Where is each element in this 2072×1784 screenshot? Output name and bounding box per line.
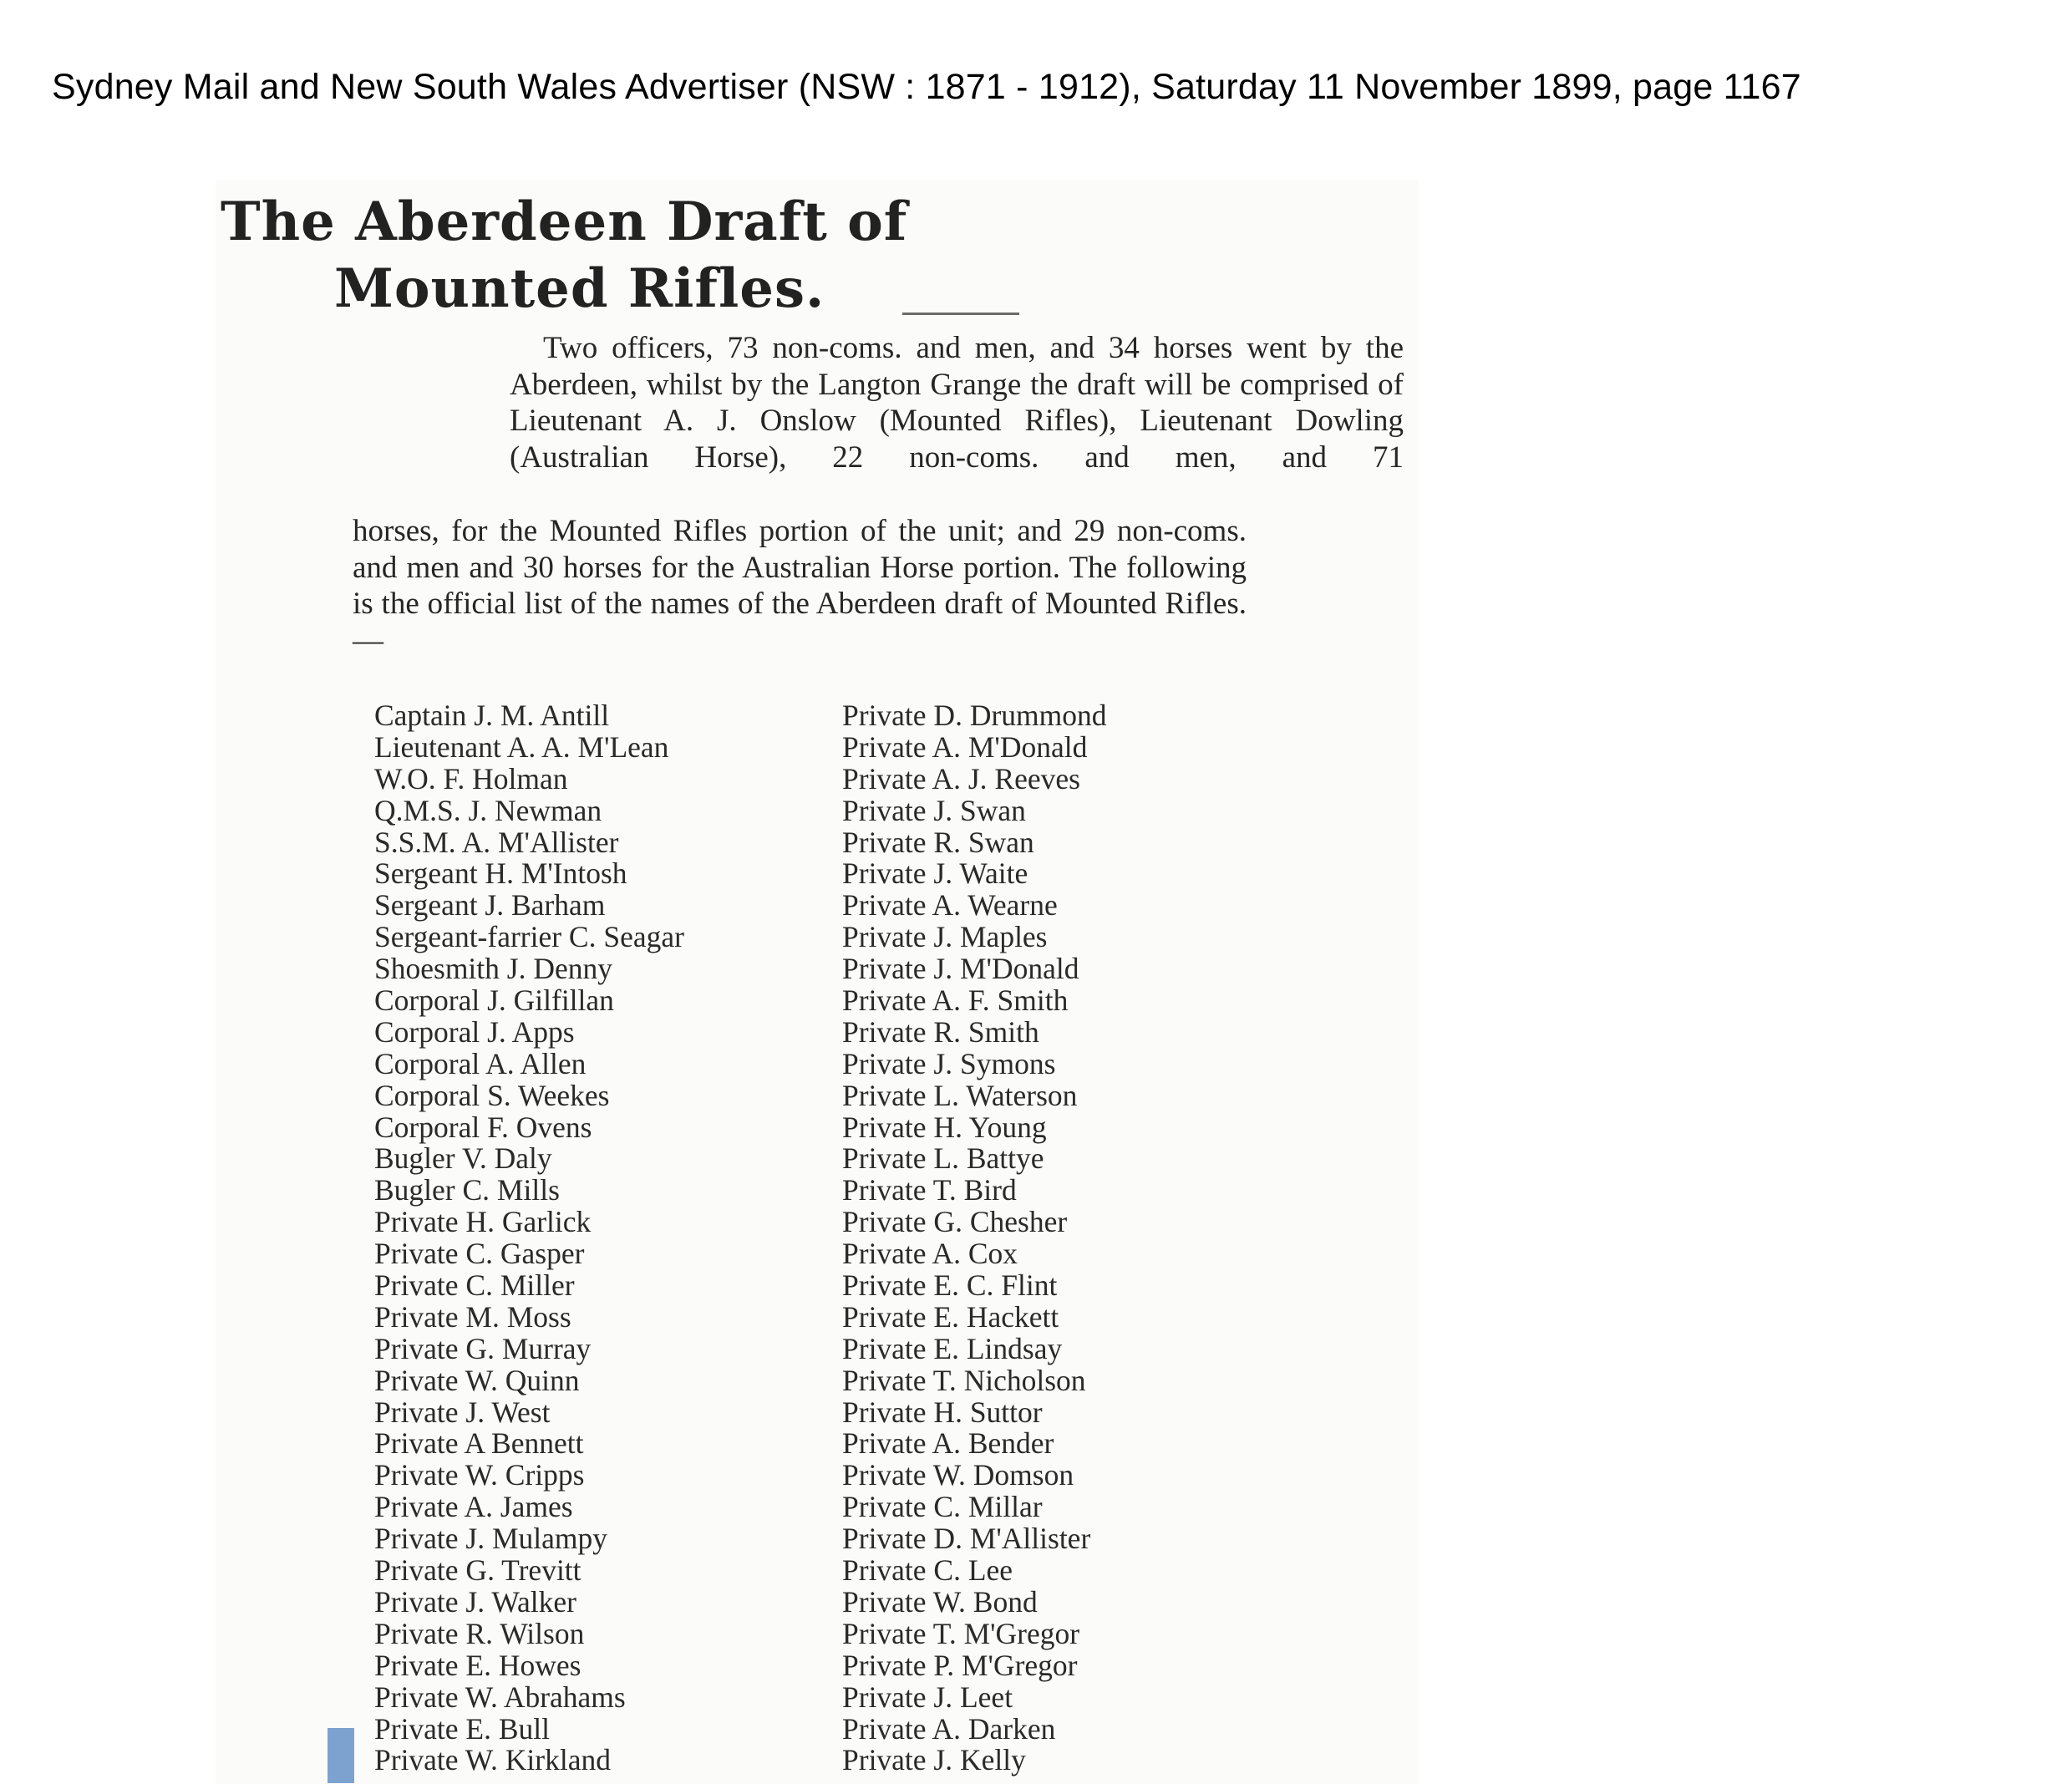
list-item: Private P. M'Gregor <box>842 1648 1078 1682</box>
list-item: Private J. Symons <box>842 1046 1056 1080</box>
list-item: Sergeant-farrier C. Seagar <box>374 920 684 954</box>
list-item: Private W. Domson <box>842 1458 1074 1492</box>
list-item: Private D. Drummond <box>842 699 1107 732</box>
list-item: Private W. Cripps <box>374 1458 585 1492</box>
list-item: Private A. Wearne <box>842 888 1058 922</box>
list-item: Private W. Abrahams <box>374 1680 626 1714</box>
list-item: Private A. James <box>374 1490 573 1524</box>
list-item: Q.M.S. J. Newman <box>374 793 602 827</box>
list-item: Private C. Millar <box>842 1490 1043 1524</box>
list-item: Private H. Garlick <box>374 1205 592 1239</box>
list-item: Private E. Howes <box>374 1648 581 1682</box>
list-item: Private C. Lee <box>842 1553 1013 1588</box>
list-item: Corporal F. Ovens <box>374 1110 592 1144</box>
list-item: Private E. Bull <box>374 1711 551 1746</box>
list-item: Private G. Murray <box>374 1331 592 1365</box>
list-item: Private M. Moss <box>374 1299 571 1334</box>
list-item: Private A. F. Smith <box>842 983 1069 1018</box>
list-item: Private H. Suttor <box>842 1395 1043 1429</box>
names-column-right <box>842 700 1107 1776</box>
list-item: S.S.M. A. M'Allister <box>374 825 619 859</box>
list-item: Private T. Bird <box>842 1173 1017 1207</box>
headline-line-1: The Aberdeen Draft of <box>221 191 908 253</box>
list-item: Private D. M'Allister <box>842 1522 1091 1556</box>
list-item: Private J. Swan <box>842 793 1026 827</box>
list-item: Private J. West <box>374 1395 551 1429</box>
list-item: Private J. Kelly <box>842 1743 1026 1777</box>
names-column-left <box>374 700 684 1776</box>
selection-marker <box>328 1728 354 1783</box>
list-item: Private C. Gasper <box>374 1237 585 1271</box>
list-item: Corporal J. Gilfillan <box>374 983 614 1018</box>
list-item: Private J. Mulampy <box>374 1522 608 1556</box>
list-item: Captain J. M. Antill <box>374 699 610 732</box>
list-item: Corporal S. Weekes <box>374 1078 610 1112</box>
list-item: Shoesmith J. Denny <box>374 952 612 986</box>
list-item: Private E. Lindsay <box>842 1331 1063 1365</box>
list-item: Private W. Bond <box>842 1584 1038 1619</box>
list-item: Private J. Leet <box>842 1680 1013 1714</box>
list-item: Corporal J. Apps <box>374 1014 575 1049</box>
article-intro <box>510 330 1404 475</box>
list-item: Private W. Quinn <box>374 1363 580 1397</box>
list-item: Private R. Smith <box>842 1014 1039 1049</box>
list-item: Private L. Waterson <box>842 1078 1078 1112</box>
intro-lower: horses, for the Mounted Rifles portion of the unit; and 29 non-coms. and men and 30 horses for the Australian Horse portion. The following is the official list of the names of the Aberdeen draft of Mounted Rifles.— <box>353 514 1247 658</box>
intro-lower-block <box>353 513 1247 658</box>
list-item: Private R. Swan <box>842 825 1034 859</box>
list-item: Private H. Young <box>842 1110 1047 1144</box>
list-item: Private A Bennett <box>374 1426 584 1461</box>
list-item: W.O. F. Holman <box>374 761 568 795</box>
list-item: Private W. Kirkland <box>374 1743 611 1777</box>
list-item: Lieutenant A. A. M'Lean <box>374 729 669 764</box>
intro-upper: Two officers, 73 non-coms. and men, and 34 horses went by the Aberdeen, whilst by the Langton Grange the draft will be comprised of Lieutenant A. J. Onslow (Mounted Rifles), Lieutenant Dowling (Australian Horse), 22 non-coms. and men, and 71 <box>510 331 1404 475</box>
list-item: Private A. M'Donald <box>842 729 1088 764</box>
list-item: Private A. Cox <box>842 1237 1018 1271</box>
list-item: Private A. Darken <box>842 1711 1056 1746</box>
list-item: Bugler C. Mills <box>374 1173 560 1207</box>
headline-rule <box>902 313 1019 315</box>
list-item: Private J. Maples <box>842 920 1048 954</box>
list-item: Sergeant J. Barham <box>374 888 606 922</box>
list-item: Private L. Battye <box>842 1141 1044 1176</box>
list-item: Private C. Miller <box>374 1268 575 1303</box>
list-item: Private A. J. Reeves <box>842 761 1080 795</box>
list-item: Private J. Waite <box>842 856 1028 891</box>
list-item: Private E. Hackett <box>842 1299 1059 1334</box>
list-item: Private J. Walker <box>374 1584 576 1619</box>
list-item: Private T. M'Gregor <box>842 1616 1080 1650</box>
list-item: Private R. Wilson <box>374 1616 585 1650</box>
source-citation: Sydney Mail and New South Wales Advertiser (NSW : 1871 - 1912), Saturday 11 November 1899, page 1167 <box>52 67 1801 107</box>
list-item: Private E. C. Flint <box>842 1268 1058 1303</box>
intro-paragraph <box>510 330 1404 475</box>
list-item: Private G. Chesher <box>842 1205 1068 1239</box>
list-item: Sergeant H. M'Intosh <box>374 856 627 891</box>
list-item: Private A. Bender <box>842 1426 1054 1461</box>
list-item: Bugler V. Daly <box>374 1141 552 1176</box>
list-item: Private T. Nicholson <box>842 1363 1086 1397</box>
list-item: Corporal A. Allen <box>374 1046 587 1080</box>
list-item: Private J. M'Donald <box>842 952 1079 986</box>
list-item: Private G. Trevitt <box>374 1553 581 1588</box>
headline-line-2: Mounted Rifles. <box>334 257 825 320</box>
